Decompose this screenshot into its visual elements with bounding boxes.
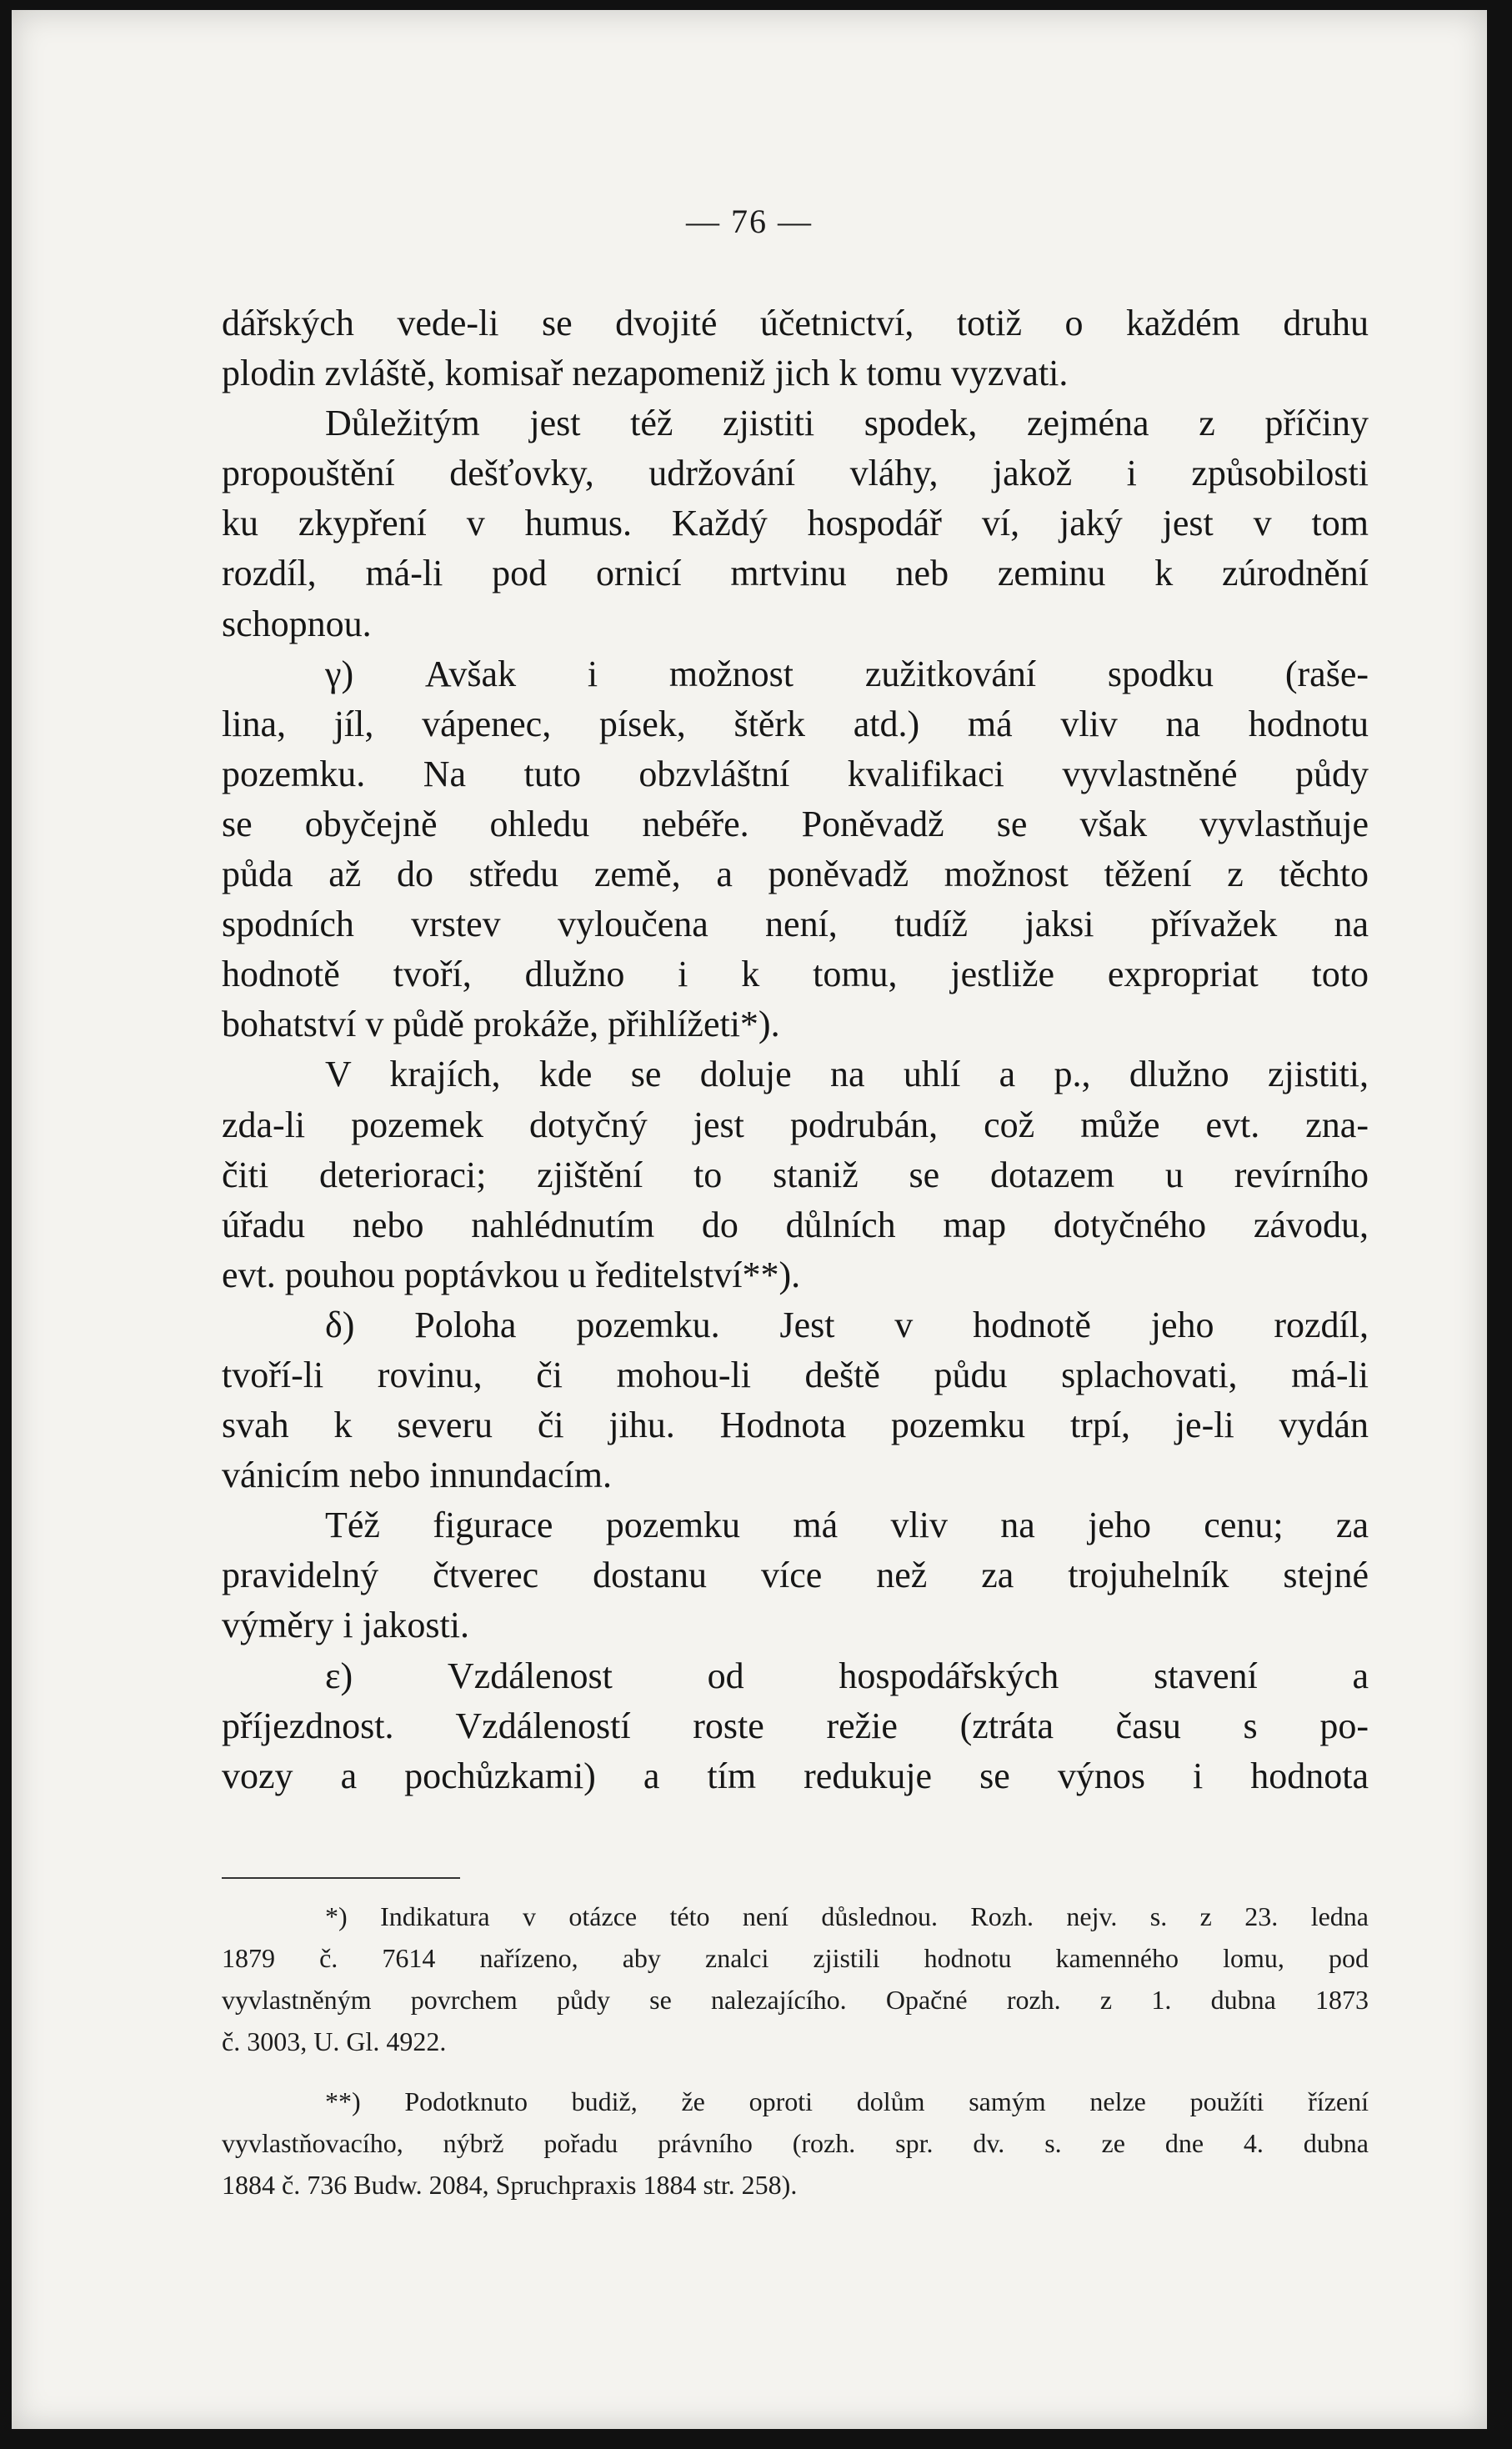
- text-line: se obyčejně ohledu nebéře. Poněvadž se však vyvlastňuje: [222, 803, 1369, 844]
- text-line: γ) Avšak i možnost zužitkování spodku (raše-: [325, 653, 1369, 694]
- text-line: Důležitým jest též zjistiti spodek, zejména z příčiny: [325, 403, 1369, 444]
- text-line: evt. pouhou poptávkou u ředitelství**).: [222, 1254, 801, 1295]
- text-line: schopnou.: [222, 603, 372, 644]
- footnote-line: č. 3003, U. Gl. 4922.: [222, 2026, 447, 2056]
- text-line: čiti deterioraci; zjištění to staniž se dotazem u revírního: [222, 1154, 1369, 1195]
- book-page: [12, 10, 1487, 2429]
- text-line: ku zkypření v humus. Každý hospodář ví, jaký jest v tom: [222, 503, 1369, 544]
- text-line: pravidelný čtverec dostanu více než za trojuhelník stejné: [222, 1555, 1369, 1596]
- footnote-line: 1879 č. 7614 nařízeno, aby znalci zjistili hodnotu kamenného lomu, pod: [222, 1943, 1369, 1973]
- text-line: ε) Vzdálenost od hospodářských stavení a: [325, 1655, 1369, 1696]
- text-line: Též figurace pozemku má vliv na jeho cenu; za: [325, 1505, 1369, 1546]
- text-line: vánicím nebo innundacím.: [222, 1455, 612, 1496]
- footnote-line: 1884 č. 736 Budw. 2084, Spruchpraxis 1884 str. 258).: [222, 2170, 798, 2200]
- footnote-line: *) Indikatura v otázce této není důslednou. Rozh. nejv. s. z 23. ledna: [325, 1901, 1369, 1931]
- text-line: V krajích, kde se doluje na uhlí a p., dlužno zjistiti,: [325, 1054, 1369, 1095]
- page-number: — 76 —: [686, 203, 813, 240]
- text-line: bohatství v půdě prokáže, přihlížeti*).: [222, 1004, 780, 1045]
- footnotes: [222, 1896, 1369, 2224]
- text-line: rozdíl, má-li pod ornicí mrtvinu neb zeminu k zúrodnění: [222, 553, 1369, 594]
- text-line: úřadu nebo nahlédnutím do důlních map dotyčného závodu,: [222, 1204, 1369, 1245]
- footnote-line: vyvlastňovacího, nýbrž pořadu právního (rozh. spr. dv. s. ze dne 4. dubna: [222, 2128, 1369, 2158]
- body-text: [222, 298, 1369, 1801]
- footnote: [222, 1896, 1369, 2062]
- footnote-line: vyvlastněným povrchem půdy se nalezajícího. Opačné rozh. z 1. dubna 1873: [222, 1985, 1369, 2015]
- text-line: pozemku. Na tuto obzvláštní kvalifikaci vyvlastněné půdy: [222, 753, 1369, 794]
- text-line: tvoří-li rovinu, či mohou-li deště půdu splachovati, má-li: [222, 1354, 1369, 1395]
- text-line: spodních vrstev vyloučena není, tudíž jaksi přívažek na: [222, 904, 1369, 945]
- text-line: lina, jíl, vápenec, písek, štěrk atd.) má vliv na hodnotu: [222, 703, 1369, 744]
- text-line: svah k severu či jihu. Hodnota pozemku trpí, je-li vydán: [222, 1405, 1369, 1446]
- footnote: [222, 2081, 1369, 2206]
- text-line: propouštění dešťovky, udržování vláhy, jakož i způsobilosti: [222, 453, 1369, 494]
- text-line: plodin zvláště, komisař nezapomeniž jich k tomu vyzvati.: [222, 353, 1069, 394]
- text-line: příjezdnost. Vzdáleností roste režie (ztráta času s po-: [222, 1705, 1369, 1746]
- text-line: zda-li pozemek dotyčný jest podrubán, což může evt. zna-: [222, 1104, 1369, 1145]
- footnote-line: **) Podotknuto budiž, že oproti dolům samým nelze použíti řízení: [325, 2086, 1369, 2116]
- text-line: δ) Poloha pozemku. Jest v hodnotě jeho rozdíl,: [325, 1304, 1369, 1345]
- text-line: dářských vede-li se dvojité účetnictví, totiž o každém druhu: [222, 303, 1369, 343]
- footnote-divider: [222, 1877, 460, 1879]
- text-line: hodnotě tvoří, dlužno i k tomu, jestliže expropriat toto: [222, 954, 1369, 995]
- text-line: vozy a pochůzkami) a tím redukuje se výnos i hodnota: [222, 1755, 1369, 1796]
- text-line: výměry i jakosti.: [222, 1605, 469, 1646]
- text-line: půda až do středu země, a poněvadž možnost těžení z těchto: [222, 854, 1369, 895]
